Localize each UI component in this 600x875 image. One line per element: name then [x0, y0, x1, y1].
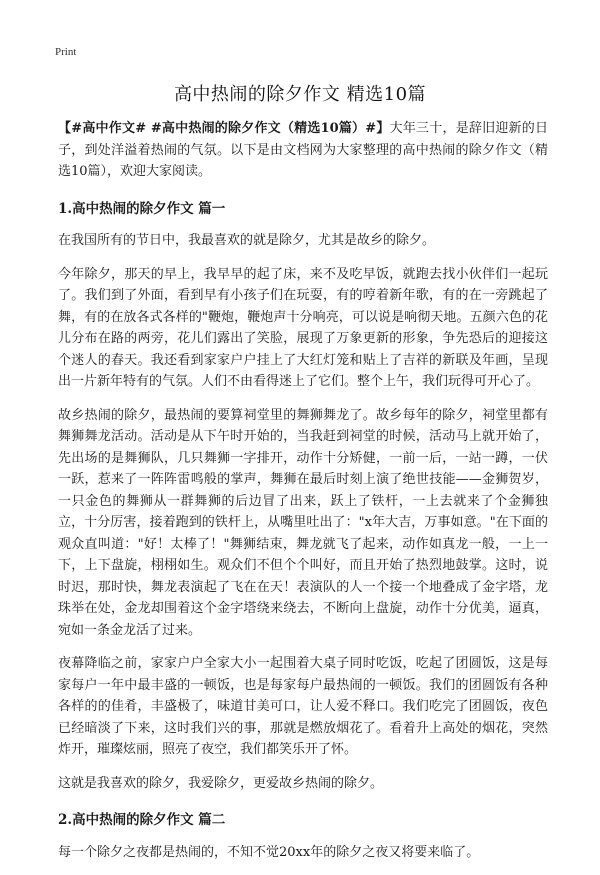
paragraph: 这就是我喜欢的除夕，我爱除夕，更爱故乡热闹的除夕。 — [58, 775, 384, 791]
print-label[interactable]: Print — [55, 46, 77, 58]
paragraph: 在我国所有的节日中，我最喜欢的就是除夕，尤其是故乡的除夕。 — [58, 233, 436, 248]
intro-text: 大年三十，是辞旧迎新的日子，到处洋溢着热闹的气氛。以下是由文档网为大家整理的高中热闹的除夕作文（精选10篇），欢迎大家阅读。 — [58, 121, 548, 179]
paragraph: 每一个除夕之夜都是热闹的，不知不觉20xx年的除夕之夜又将要来临了。 — [58, 844, 480, 860]
section-heading-2: 2.高中热闹的除夕作文 篇二 — [58, 812, 226, 828]
intro-tag: 【#高中作文# #高中热闹的除夕作文（精选10篇）#】 — [58, 121, 390, 136]
paragraph: 今年除夕，那天的早上，我早早的起了床，来不及吃早饭，就跑去找小伙伴们一起玩了。我们到了外面，看到早有小孩子们在玩耍，有的哼着新年歌，有的在一旁跳起了舞，有的在放各式各样的"鞭炮，鞭炮声十分响亮，可以说是响彻天地。五颜六色的花儿分布在路的两旁，花儿们露出了笑脸，展现了万象更新的形象，争先恐后的迎接这个迷人的春天。我还看到家家户户挂上了大红灯笼和贴上了吉祥的新联及年画，呈现出一片新年特有的气氛。人们不由看得迷上了它们。整个上午，我们玩得可开心了。 — [58, 266, 548, 389]
paragraph: 夜幕降临之前，家家户户全家大小一起围着大桌子同时吃饭，吃起了团圆饭，这是每家每户一年中最丰盛的一顿饭，也是每家每户最热闹的一顿饭。我们的团圆饭有各种各样的的佳肴，丰盛极了，味道甘美可口，让人爱不释口。我们吃完了团圆饭，夜色已经暗淡了下来，这时我们兴的事，那就是燃放烟花了。看着升上高处的烟花，突然炸开，璀璨炫丽，照亮了夜空，我们都笑乐开了怀。 — [58, 656, 548, 757]
paragraph: 故乡热闹的除夕，最热闹的要算祠堂里的舞狮舞龙了。故乡每年的除夕，祠堂里都有舞狮舞龙活动。活动是从下午时开始的，当我赶到祠堂的时候，活动马上就开始了，先出场的是舞狮队，几只舞狮一字排开，动作十分矫健，一前一后，一站一蹲，一伏一跃，惹来了一阵阵雷鸣般的掌声，舞狮在最后时刻上演了绝世技能——金狮贺岁，一只金色的舞狮从一群舞狮的后边冒了出来，跃上了铁杆，一上去就来了个金狮独立，十分厉害，接着跑到的铁杆上，从嘴里吐出了："x年大吉，万事如意。"在下面的观众直叫道："好！太棒了！"舞狮结束，舞龙就飞了起来，动作如真龙一般，一上一下，上下盘旋，栩栩如生。观众们不但个个叫好，而且开始了热烈地鼓掌。这时，说时迟，那时快，舞龙表演起了飞在在天！表演队的人一个接一个地叠成了金字塔，龙珠举在处，金龙却围着这个金字塔绕来绕去，不断向上盘旋，动作十分优美，逼真，宛如一条金龙活了过来。 — [58, 407, 548, 638]
article-body — [58, 118, 548, 875]
intro-paragraph — [58, 118, 548, 183]
page-title: 高中热闹的除夕作文 精选10篇 — [173, 84, 427, 105]
section-heading-1: 1.高中热闹的除夕作文 篇一 — [58, 200, 226, 217]
